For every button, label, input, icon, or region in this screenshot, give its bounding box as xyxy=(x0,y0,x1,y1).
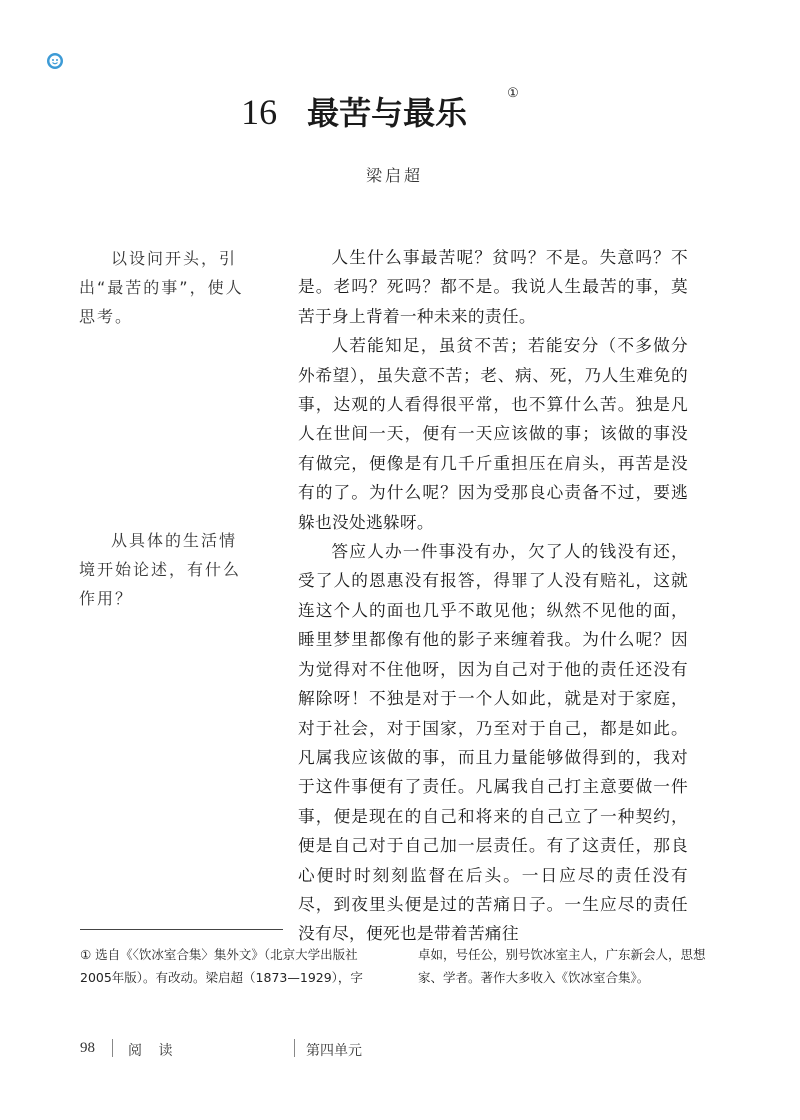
lesson-title-text: 最苦与最乐 xyxy=(307,94,468,132)
author-name: 梁启超 xyxy=(366,166,424,185)
paragraph: 答应人办一件事没有办，欠了人的钱没有还，受了人的恩惠没有报答，得罪了人没有赔礼，这就连这个人的面也几乎不敢见他；纵然不见他的面，睡里梦里都像有他的影子来缠着我。为什么呢？因为觉得对不住他呀，因为自己对于他的责任还没有解除呀！不独是对于一个人如此，就是对于家庭，对于社会，对于国家，乃至对于自己，都是如此。凡属我应该做的事，而且力量能够做得到的，我对于这件事便有了责任。凡属我自己打主意要做一件事，便是现在的自己和将来的自己立了一种契约，便是自己对于自己加一层责任。有了这责任，那良心便时时刻刻监督在后头。一日应尽的责任没有尽，到夜里头便是过的苦痛日子。一生应尽的责任没有尽，便死也是带着苦痛往 xyxy=(298,541,688,944)
body-text xyxy=(298,243,688,949)
lesson-number: 16 xyxy=(241,92,278,132)
paragraph: 人生什么事最苦呢？贫吗？不是。失意吗？不是。老吗？死吗？都不是。我说人生最苦的事，莫苦于身上背着一种未来的责任。 xyxy=(298,247,688,326)
footnote-left: ① 选自《〈饮冰室合集〉集外文》（北京大学出版社2005年版）。有改动。梁启超（1873—1929），字 xyxy=(80,947,363,985)
footnote-marker: ① xyxy=(507,86,519,101)
page-number: 98 xyxy=(80,1040,95,1056)
paragraph: 人若能知足，虽贫不苦；若能安分（不多做分外希望），虽失意不苦；老、病、死，乃人生难免的事，达观的人看得很平常，也不算什么苦。独是凡人在世间一天，便有一天应该做的事；该做的事没有做完，便像是有几千斤重担压在肩头，再苦是没有的了。为什么呢？因为受那良心责备不过，要逃躲也没处逃躲呀。 xyxy=(298,335,688,532)
smiley-face-icon xyxy=(45,51,65,71)
side-note-1: 以设问开头，引出“最苦的事”，使人思考。 xyxy=(79,249,244,326)
section-name: 阅 读 xyxy=(128,1043,179,1059)
footer-divider xyxy=(294,1039,295,1057)
lesson-title xyxy=(0,88,800,134)
side-note-2: 从具体的生活情境开始论述，有什么作用？ xyxy=(79,531,242,608)
footnote-right: 卓如，号任公，别号饮冰室主人，广东新会人，思想家、学者。著作大多收入《饮冰室合集》。 xyxy=(418,947,706,985)
footer-divider xyxy=(112,1039,113,1057)
footnote-divider xyxy=(80,929,283,930)
unit-name: 第四单元 xyxy=(306,1043,362,1059)
